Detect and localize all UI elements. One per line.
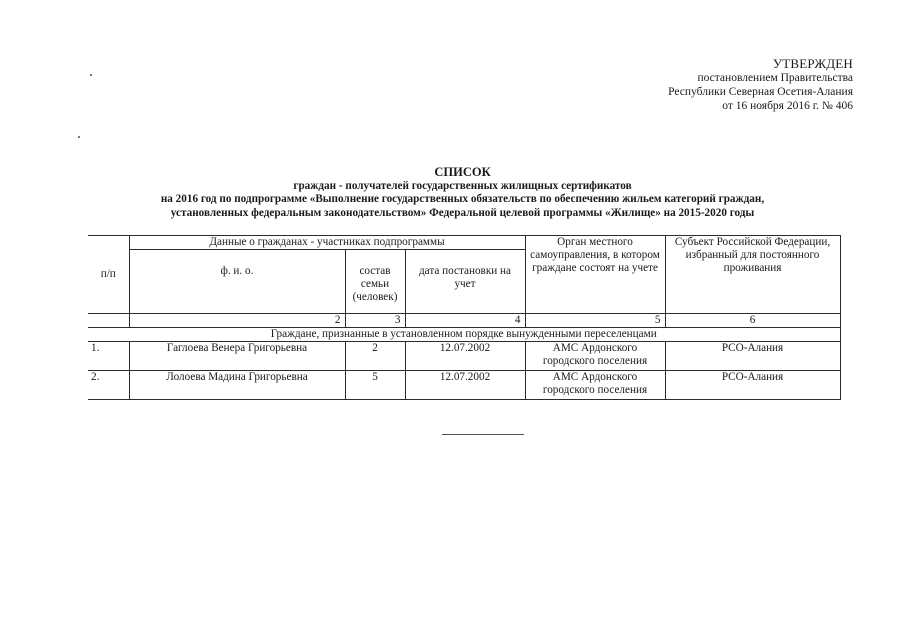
column-number: 4 — [405, 314, 525, 328]
recipients-table — [88, 235, 841, 400]
row-organ: АМС Ардонского городского поселения — [525, 342, 665, 371]
row-num: 2. — [88, 371, 129, 400]
row-subject: РСО-Алания — [665, 342, 840, 371]
header-subject: Субъект Российской Федерации, избранный для постоянного проживания — [665, 236, 840, 314]
approval-stamp — [668, 57, 853, 113]
row-family: 5 — [345, 371, 405, 400]
header-group: Данные о гражданах - участниках подпрограммы — [129, 236, 525, 250]
scan-speck — [78, 136, 80, 138]
row-date: 12.07.2002 — [405, 342, 525, 371]
document-heading — [60, 166, 865, 220]
table-row — [88, 371, 840, 400]
row-subject: РСО-Алания — [665, 371, 840, 400]
scan-speck — [90, 74, 92, 76]
header-fio: ф. и. о. — [129, 250, 345, 314]
document-title: СПИСОК — [434, 165, 491, 179]
title-line-2: на 2016 год по подпрограмме «Выполнение государственных обязательств по обеспечению жильем категорий граждан, — [160, 193, 765, 205]
approval-line-2: Республики Северная Осетия-Алания — [668, 86, 853, 98]
header-organ: Орган местного самоуправления, в котором граждане состоят на учете — [525, 236, 665, 314]
row-num: 1. — [88, 342, 129, 371]
title-line-1: граждан - получателей государственных жилищных сертификатов — [293, 179, 632, 192]
approval-heading: УТВЕРЖДЕН — [772, 56, 853, 71]
column-number: 5 — [525, 314, 665, 328]
row-date: 12.07.2002 — [405, 371, 525, 400]
title-line-3: установленных федеральным законодательством» Федеральной целевой программы «Жилище» на 2015-2020 годы — [170, 206, 755, 219]
header-family: состав семьи (человек) — [345, 250, 405, 314]
column-number: 3 — [345, 314, 405, 328]
approval-line-1: постановлением Правительства — [697, 72, 853, 84]
section-heading: Граждане, признанные в установленном порядке вынужденными переселенцами — [88, 328, 840, 342]
column-number: 2 — [129, 314, 345, 328]
row-fio: Лолоева Мадина Григорьевна — [129, 371, 345, 400]
approval-line-3: от 16 ноября 2016 г. № 406 — [722, 100, 853, 112]
row-fio: Гаглоева Венера Григорьевна — [129, 342, 345, 371]
row-organ: АМС Ардонского городского поселения — [525, 371, 665, 400]
table-row — [88, 342, 840, 371]
row-family: 2 — [345, 342, 405, 371]
colnum-empty — [88, 314, 129, 328]
header-date: дата постановки на учет — [405, 250, 525, 314]
column-number: 6 — [665, 314, 840, 328]
closing-rule — [442, 434, 524, 435]
header-num: п/п — [88, 236, 129, 314]
